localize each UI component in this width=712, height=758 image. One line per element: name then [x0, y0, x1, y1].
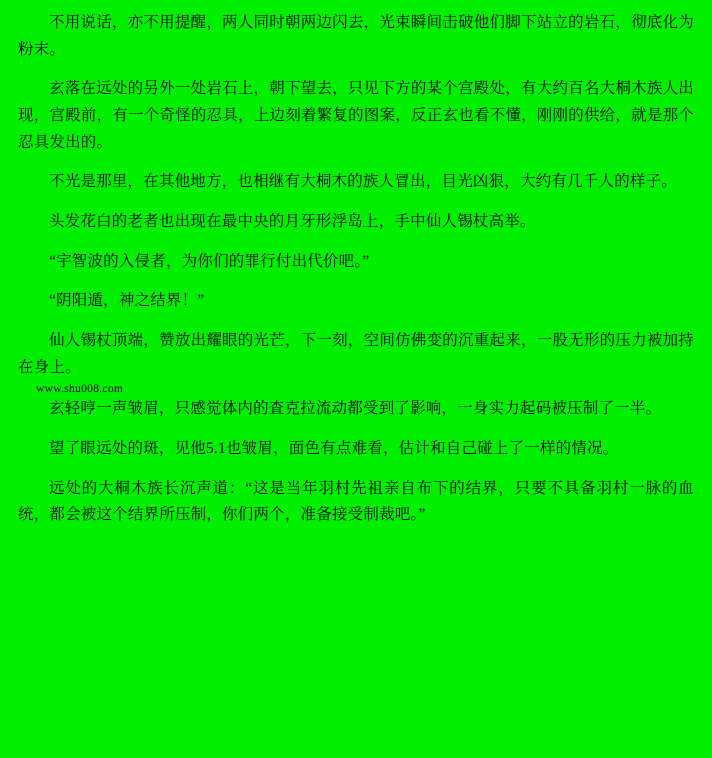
paragraph: 不用说话，亦不用提醒，两人同时朝两边闪去，光束瞬间击破他们脚下站立的岩石，彻底化为粉末。	[18, 14, 694, 58]
paragraph: 不光是那里，在其他地方，也相继有大桐木的族人冒出，目光凶狠，大约有几千人的样子。	[49, 173, 678, 191]
paragraph: 仙人锡杖顶端，赞放出耀眼的光芒，下一刻，空间仿佛变的沉重起来，一股无形的压力被加持在身上。	[18, 331, 694, 376]
paragraph: “宇智波的入侵者，为你们的罪行付出代价吧。”	[49, 252, 370, 270]
paragraph: 玄轻哼一声皱眉，只感觉体内的查克拉流动都受到了影响，一身实力起码被压制了一半。	[49, 400, 662, 418]
paragraph: 远处的大桐木族长沉声道：“这是当年羽村先祖亲自布下的结界，只要不具备羽村一脉的血统，都会被这个结界所压制，你们两个，准备接受制裁吧。”	[18, 479, 694, 524]
site-watermark: www.shu008.com	[36, 383, 124, 396]
paragraph: 玄落在远处的另外一处岩石上，朝下望去，只见下方的某个宫殿处，有大约百名大桐木族人出现，宫殿前，有一个奇怪的忍具，上边刻着繁复的图案，反正玄也看不懂，刚刚的供给，就是那个忍具发出的。	[18, 80, 694, 151]
paragraph: 头发花白的老者也出现在最中央的月牙形浮岛上，手中仙人锡杖高举。	[49, 212, 536, 230]
paragraph: 望了眼远处的斑，见他5.1也皱眉，面色有点难看，估计和自己碰上了一样的情况。	[49, 439, 619, 457]
paragraph: “阴阳遁，神之结界！”	[49, 292, 205, 310]
